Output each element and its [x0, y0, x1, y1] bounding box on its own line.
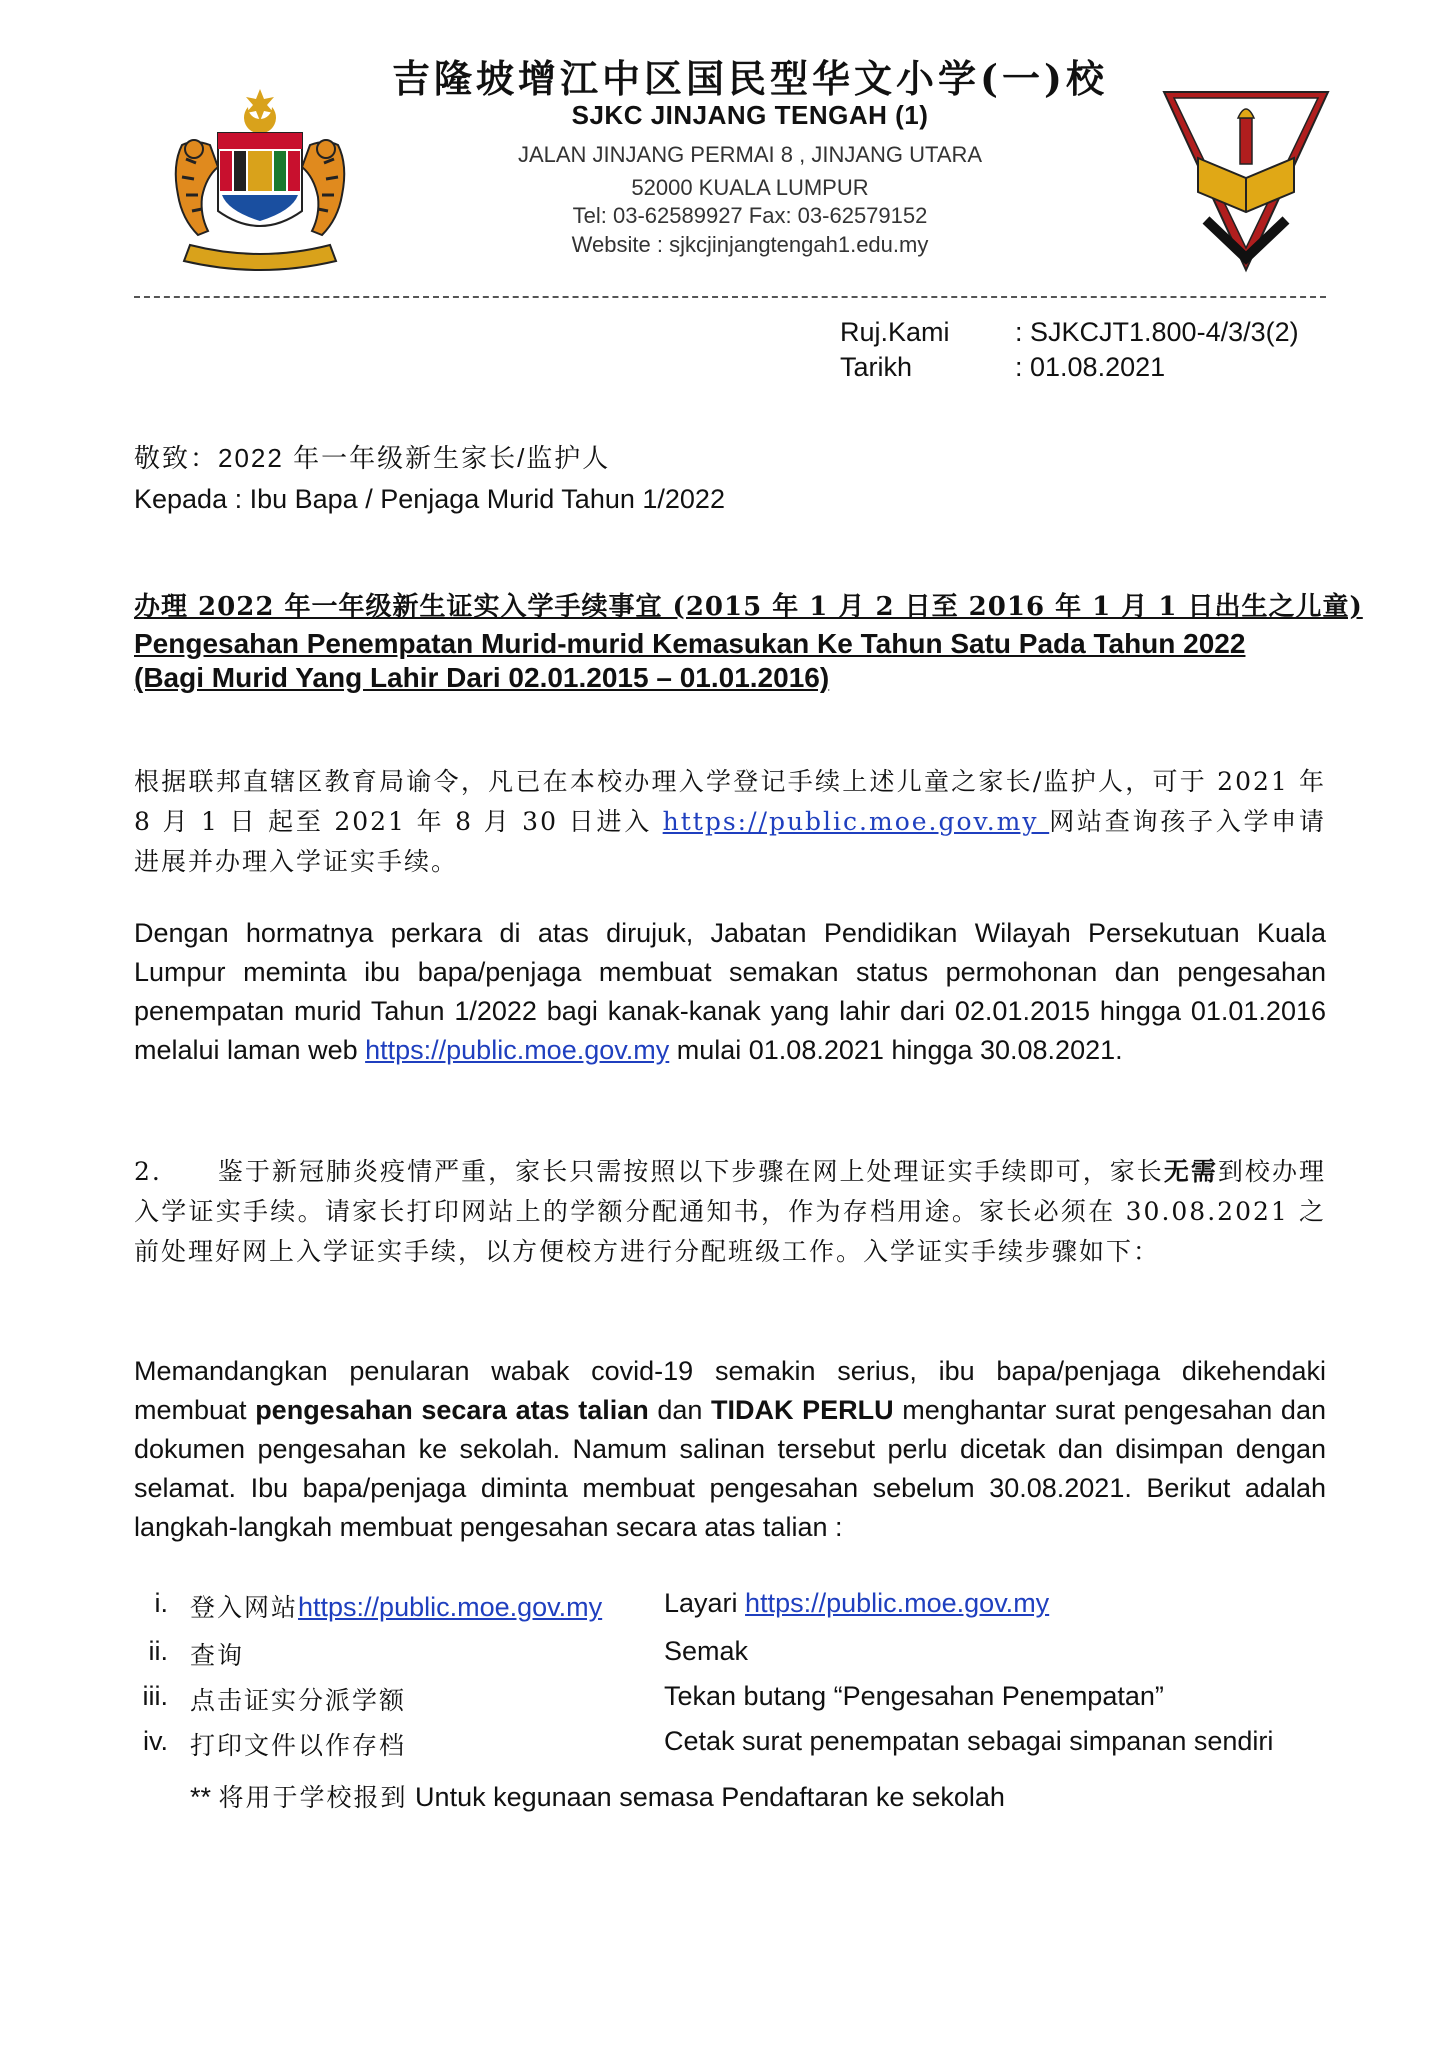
footnote-prefix: ** [190, 1782, 219, 1812]
moe-portal-link[interactable]: https://public.moe.gov.my [745, 1588, 1050, 1618]
step-item [134, 1681, 1334, 1721]
paragraph-bold-text: TIDAK PERLU [711, 1395, 894, 1425]
coat-of-arms-icon [160, 85, 360, 280]
step-number: ii. [148, 1636, 168, 1666]
date-value: : 01.08.2021 [1015, 352, 1166, 382]
step-number: iv. [143, 1726, 168, 1756]
school-logo-icon [1158, 88, 1334, 274]
addressee-chinese: 敬致：2022 年一年级新生家长/监护人 [134, 443, 611, 473]
footnote-chinese: 将用于学校报到 [218, 1783, 408, 1812]
step-chinese [190, 1588, 602, 1624]
paragraph-text: Memandangkan penularan wabak covid-19 semakin serius, ibu bapa/penjaga dikehendaki membuat [134, 1356, 1326, 1425]
paragraph-number: 2. [134, 1157, 162, 1186]
school-website: Website : sjkcjinjangtengah1.edu.my [571, 232, 929, 257]
paragraph-text: mulai 01.08.2021 hingga 30.08.2021. [669, 1035, 1123, 1065]
step-chinese: 点击证实分派学额 [190, 1686, 407, 1715]
paragraph-text: 鉴于新冠肺炎疫情严重，家长只需按照以下步骤在网上处理证实手续即可，家长 [217, 1157, 1164, 1186]
date-label: Tarikh [840, 352, 913, 382]
step-malay: Cetak surat penempatan sebagai simpanan sendiri [664, 1726, 1274, 1756]
paragraph-text: 到校办理入学证实手续。请家长打印网站上的学额分配通知书，作为存档用途。家长必须在 30.08.2021 之前处理好网上入学证实手续，以方便校方进行分配班级工作。入学证实手续步骤如下： [134, 1157, 1326, 1266]
address-line-2: 52000 KUALA LUMPUR [631, 175, 869, 200]
address-line-1: JALAN JINJANG PERMAI 8 , JINJANG UTARA [517, 142, 983, 167]
paragraph-text: 根据联邦直辖区教育局谕令，凡已在本校办理入学登记手续上述儿童之家长/监护人，可于 2021 年 8 月 1 日 起至 2021 年 8 月 30 日进入 [134, 767, 1326, 836]
reference-label: Ruj.Kami [840, 317, 950, 347]
addressee-malay: Kepada : Ibu Bapa / Penjaga Murid Tahun 1/2022 [134, 484, 725, 514]
phone-fax: Tel: 03-62589927 Fax: 03-62579152 [572, 203, 928, 228]
school-name-english: SJKC JINJANG TENGAH (1) [571, 100, 929, 130]
moe-portal-link[interactable]: https://public.moe.gov.my [662, 807, 1050, 836]
paragraph-malay-1 [134, 914, 1326, 1070]
step-number: i. [154, 1588, 168, 1618]
step-malay: Tekan butang “Pengesahan Penempatan” [664, 1681, 1164, 1711]
paragraph-text: Dengan hormatnya perkara di atas dirujuk, Jabatan Pendidikan Wilayah Persekutuan Kuala Lumpur meminta ibu bapa/penjaga membuat semakan status permohonan dan pengesahan penempatan murid Tahun 1/2022 bagi kanak-kanak yang lahir dari 02.01.2015 hingga 01.01.2016 melalui laman web [134, 918, 1326, 1065]
step-item [134, 1636, 1334, 1676]
footnote-malay: Untuk kegunaan semasa Pendaftaran ke sekolah [407, 1782, 1005, 1812]
paragraph-text: 网站查询孩子入学申请进展并办理入学证实手续。 [134, 807, 1326, 876]
footnote [190, 1778, 1005, 1814]
paragraph-chinese-1 [134, 762, 1326, 882]
paragraph-chinese-2 [134, 1152, 1326, 1272]
step-malay: Semak [664, 1636, 749, 1666]
paragraph-text: menghantar surat pengesahan dan dokumen pengesahan ke sekolah. Namum salinan tersebut perlu dicetak dan disimpan dengan selamat. Ibu bapa/penjaga diminta membuat pengesahan sebelum 30.08.2021. Berikut adalah langkah-langkah membuat pengesahan secara atas talian : [134, 1395, 1326, 1542]
step-chinese-text: 登入网站 [190, 1593, 299, 1622]
step-item [134, 1588, 1334, 1628]
step-chinese: 打印文件以作存档 [190, 1731, 407, 1760]
school-name-chinese: 吉隆坡增江中区国民型华文小学(一)校 [392, 56, 1108, 101]
step-malay [664, 1588, 1049, 1619]
title-chinese: 办理 2022 年一年级新生证实入学手续事宜 (2015 年 1 月 2 日至 2016 年 1 月 1 日出生之儿童) [134, 592, 1363, 622]
moe-portal-link[interactable]: https://public.moe.gov.my [298, 1592, 603, 1622]
paragraph-text: dan [648, 1395, 712, 1425]
letterhead-divider [134, 296, 1326, 298]
reference-value: : SJKCJT1.800-4/3/3(2) [1015, 317, 1299, 347]
step-malay-text: Layari [664, 1588, 746, 1618]
title-malay-line-1: Pengesahan Penempatan Murid-murid Kemasukan Ke Tahun Satu Pada Tahun 2022 [134, 628, 1246, 659]
step-number: iii. [142, 1681, 168, 1711]
step-item [134, 1726, 1334, 1766]
step-chinese: 查询 [190, 1641, 245, 1670]
title-malay-line-2: (Bagi Murid Yang Lahir Dari 02.01.2015 – 01.01.2016) [134, 662, 830, 693]
moe-portal-link[interactable]: https://public.moe.gov.my [365, 1035, 670, 1065]
paragraph-malay-2 [134, 1352, 1326, 1547]
paragraph-bold-text: pengesahan secara atas talian [255, 1395, 649, 1425]
paragraph-bold-text: 无需 [1163, 1157, 1218, 1186]
